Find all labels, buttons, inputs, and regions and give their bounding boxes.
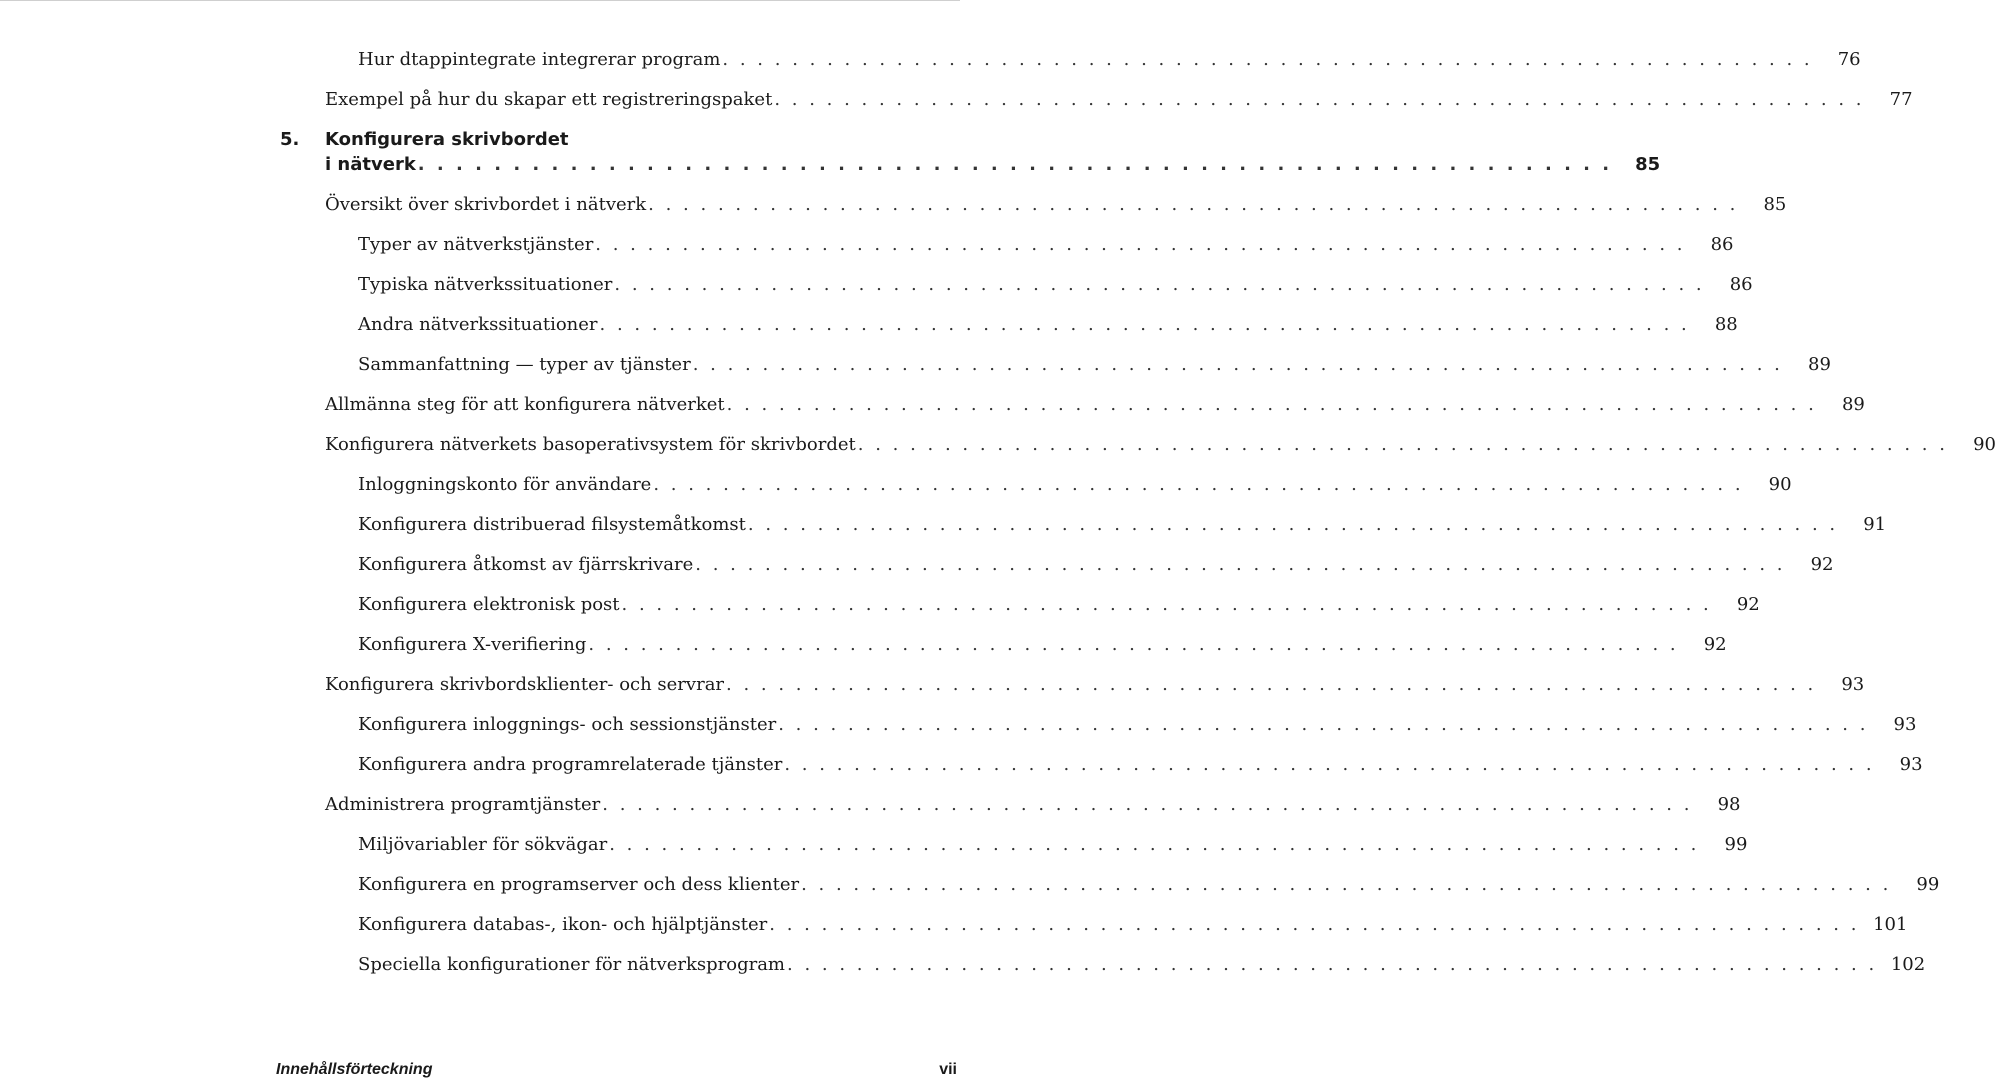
toc-entry-title: Konfigurera databas-, ikon- och hjälptjänster: [358, 914, 768, 935]
toc-entry[interactable]: [325, 790, 1741, 820]
toc-dot-leader: . . . . . . . . . . . . . . . . . . . . . . . . . . . . . . . . . . . . . . . . . . . . . . . . . . . . . . . . . . . . . . .: [653, 474, 1744, 495]
toc-entry-title: Miljövariabler för sökvägar: [358, 834, 608, 855]
toc-entry[interactable]: [358, 910, 1908, 940]
toc-entry-page: 86: [1729, 274, 1753, 295]
toc-entry[interactable]: [325, 85, 1913, 115]
toc-entry-page: 99: [1724, 834, 1748, 855]
toc-entry-title: Inloggningskonto för användare: [358, 474, 652, 495]
toc-entry-page: 93: [1899, 754, 1923, 775]
toc-entry[interactable]: [358, 230, 1734, 260]
toc-entry-page: 99: [1916, 874, 1940, 895]
toc-dot-leader: . . . . . . . . . . . . . . . . . . . . . . . . . . . . . . . . . . . . . . . . . . . . . . . . . . . . . . . . . . . . . . .: [595, 234, 1686, 255]
toc-dot-leader: . . . . . . . . . . . . . . . . . . . . . . . . . . . . . . . . . . . . . . . . . . . . . . . . . . . . . . . . . . . . . . .: [621, 594, 1712, 615]
toc-entry-title: Typer av nätverkstjänster: [358, 234, 594, 255]
chapter-heading-continued[interactable]: [325, 150, 1661, 180]
toc-entry[interactable]: [358, 270, 1753, 300]
toc-entry-page: 92: [1736, 594, 1760, 615]
toc-entry[interactable]: [358, 750, 1923, 780]
chapter-page: 85: [1635, 154, 1661, 175]
toc-entry[interactable]: [358, 350, 1831, 380]
chapter-title-line2: i nätverk: [325, 154, 416, 175]
toc-entry-page: 101: [1873, 914, 1908, 935]
toc-dot-leader: . . . . . . . . . . . . . . . . . . . . . . . . . . . . . . . . . . . . . . . . . . . . . . . . . . . . . . . . . . . . . . .: [726, 674, 1817, 695]
toc-entry-title: Hur dtappintegrate integrerar program: [358, 49, 721, 70]
toc-entry-title: Konfigurera skrivbordsklienter- och servrar: [325, 674, 725, 695]
toc-entry[interactable]: [325, 670, 1865, 700]
toc-entry-page: 91: [1863, 514, 1887, 535]
toc-entry-page: 92: [1703, 634, 1727, 655]
toc-dot-leader: . . . . . . . . . . . . . . . . . . . . . . . . . . . . . . . . . . . . . . . . . . . . . . . . . . . . . . . . . . . . . . .: [774, 89, 1865, 110]
toc-entry[interactable]: [358, 310, 1738, 340]
footer-section-title: Innehållsförteckning: [276, 1061, 433, 1078]
toc-dot-leader: . . . . . . . . . . . . . . . . . . . . . . . . . . . . . . . . . . . . . . . . . . . . . . . . . . . . . . . . . . . . . . .: [787, 954, 1878, 975]
footer-page-number: vii: [939, 1061, 957, 1078]
toc-dot-leader: . . . . . . . . . . . . . . . . . . . . . . . . . . . . . . . . . . . . . . . . . . . . . . . . . . . . . . . . . . . . . . .: [778, 714, 1869, 735]
toc-entry[interactable]: [358, 950, 1926, 980]
toc-entry-page: 93: [1841, 674, 1865, 695]
toc-dot-leader: . . . . . . . . . . . . . . . . . . . . . . . . . . . . . . . . . . . . . . . . . . . . . . . . . . . . . . . . . . . . . . .: [692, 354, 1783, 375]
toc-dot-leader: . . . . . . . . . . . . . . . . . . . . . . . . . . . . . . . . . . . . . . . . . . . . . . . . . . . . . . . . . . . . . . .: [722, 49, 1813, 70]
toc-entry[interactable]: [358, 630, 1727, 660]
toc-entry-title: Andra nätverkssituationer: [358, 314, 598, 335]
toc-entry-title: Konfigurera åtkomst av fjärrskrivare: [358, 554, 694, 575]
toc-entry-page: 85: [1763, 194, 1787, 215]
toc-entry-page: 77: [1889, 89, 1913, 110]
toc-entry-page: 89: [1841, 394, 1865, 415]
toc-entry-title: Sammanfattning — typer av tjänster: [358, 354, 691, 375]
toc-entry-title: Konfigurera andra programrelaterade tjänster: [358, 754, 783, 775]
toc-entry[interactable]: [358, 470, 1792, 500]
toc-dot-leader: . . . . . . . . . . . . . . . . . . . . . . . . . . . . . . . . . . . . . . . . . . . . . . . . . . . . . . . . . . . . . . .: [588, 634, 1679, 655]
toc-entry-title: Speciella konfigurationer för nätverksprogram: [358, 954, 785, 975]
toc-entry[interactable]: [358, 590, 1760, 620]
toc-entry-title: Konfigurera distribuerad filsystemåtkomst: [358, 514, 746, 535]
toc-entry-title: Konfigurera elektronisk post: [358, 594, 620, 615]
toc-entry-title: Exempel på hur du skapar ett registreringspaket: [325, 89, 773, 110]
toc-entry-page: 76: [1837, 49, 1861, 70]
toc-entry-title: Konfigurera X-verifiering: [358, 634, 587, 655]
toc-dot-leader: . . . . . . . . . . . . . . . . . . . . . . . . . . . . . . . . . . . . . . . . . . . . . . . . . . . . . . . . . . . . . . .: [599, 314, 1690, 335]
toc-entry-page: 86: [1710, 234, 1734, 255]
toc-dot-leader: . . . . . . . . . . . . . . . . . . . . . . . . . . . . . . . . . . . . . . . . . . . . . . . . . . . . . . . . . . . . . . .: [602, 794, 1693, 815]
toc-entry-page: 93: [1893, 714, 1917, 735]
toc-dot-leader: . . . . . . . . . . . . . . . . . . . . . . . . . . . . . . . . . . . . . . . . . . . . . . . . . . . . . . . . . . . . . . .: [747, 514, 1839, 535]
toc-dot-leader: . . . . . . . . . . . . . . . . . . . . . . . . . . . . . . . . . . . . . . . . . . . . . . . . . . . . . . . . . . . . . . .: [614, 274, 1705, 295]
toc-entry-title: Konfigurera nätverkets basoperativsystem för skrivbordet: [325, 434, 856, 455]
toc-entry-title: Typiska nätverkssituationer: [358, 274, 613, 295]
toc-dot-leader: . . . . . . . . . . . . . . . . . . . . . . . . . . . . . . . . . . . . . . . . . . . . . . . . . . . . . . . . . . . . . . .: [726, 394, 1817, 415]
toc-entry-page: 92: [1810, 554, 1834, 575]
toc-entry-page: 88: [1714, 314, 1738, 335]
toc-entry-page: 89: [1808, 354, 1831, 375]
chapter-number: 5.: [280, 129, 300, 150]
toc-entry-title: Översikt över skrivbordet i nätverk: [325, 194, 647, 215]
toc-dot-leader: . . . . . . . . . . . . . . . . . . . . . . . . . . . . . . . . . . . . . . . . . . . . . . . . . . . . . . . . . . . . . . .: [769, 914, 1860, 935]
toc-dot-leader: . . . . . . . . . . . . . . . . . . . . . . . . . . . . . . . . . . . . . . . . . . . . . . . . . . . . . . . . . . . . . . .: [784, 754, 1875, 775]
toc-entry[interactable]: [358, 870, 1940, 900]
toc-dot-leader: . . . . . . . . . . . . . . . . . . . . . . . . . . . . . . . . . . . . . . . . . . . . . . . . . . . . . . . . . . . . . . .: [417, 154, 1613, 175]
toc-dot-leader: . . . . . . . . . . . . . . . . . . . . . . . . . . . . . . . . . . . . . . . . . . . . . . . . . . . . . . . . . . . . . . .: [801, 874, 1892, 895]
toc-entry-page: 102: [1890, 954, 1926, 975]
toc-entry-title: Konfigurera inloggnings- och sessionstjänster: [358, 714, 777, 735]
toc-entry[interactable]: [358, 710, 1917, 740]
toc-dot-leader: . . . . . . . . . . . . . . . . . . . . . . . . . . . . . . . . . . . . . . . . . . . . . . . . . . . . . . . . . . . . . . .: [857, 434, 1948, 455]
toc-entry[interactable]: [325, 390, 1865, 420]
toc-dot-leader: . . . . . . . . . . . . . . . . . . . . . . . . . . . . . . . . . . . . . . . . . . . . . . . . . . . . . . . . . . . . . . .: [695, 554, 1786, 575]
toc-entry-page: 90: [1768, 474, 1792, 495]
toc-dot-leader: . . . . . . . . . . . . . . . . . . . . . . . . . . . . . . . . . . . . . . . . . . . . . . . . . . . . . . . . . . . . . . .: [609, 834, 1700, 855]
toc-entry-page: 90: [1973, 434, 1996, 455]
toc-dot-leader: . . . . . . . . . . . . . . . . . . . . . . . . . . . . . . . . . . . . . . . . . . . . . . . . . . . . . . . . . . . . . . .: [648, 194, 1739, 215]
toc-entry[interactable]: [325, 430, 1996, 460]
toc-entry[interactable]: [358, 830, 1748, 860]
toc-entry[interactable]: [358, 510, 1887, 540]
toc-entry[interactable]: [358, 45, 1861, 75]
toc-entry-title: Konfigurera en programserver och dess klienter: [358, 874, 800, 895]
toc-entry-title: Allmänna steg för att konfigurera nätverket: [325, 394, 725, 415]
toc-entry[interactable]: [325, 190, 1787, 220]
chapter-title-line1: Konfigurera skrivbordet: [325, 129, 569, 150]
toc-entry-title: Administrera programtjänster: [325, 794, 601, 815]
toc-entry[interactable]: [358, 550, 1834, 580]
toc-entry-page: 98: [1717, 794, 1741, 815]
